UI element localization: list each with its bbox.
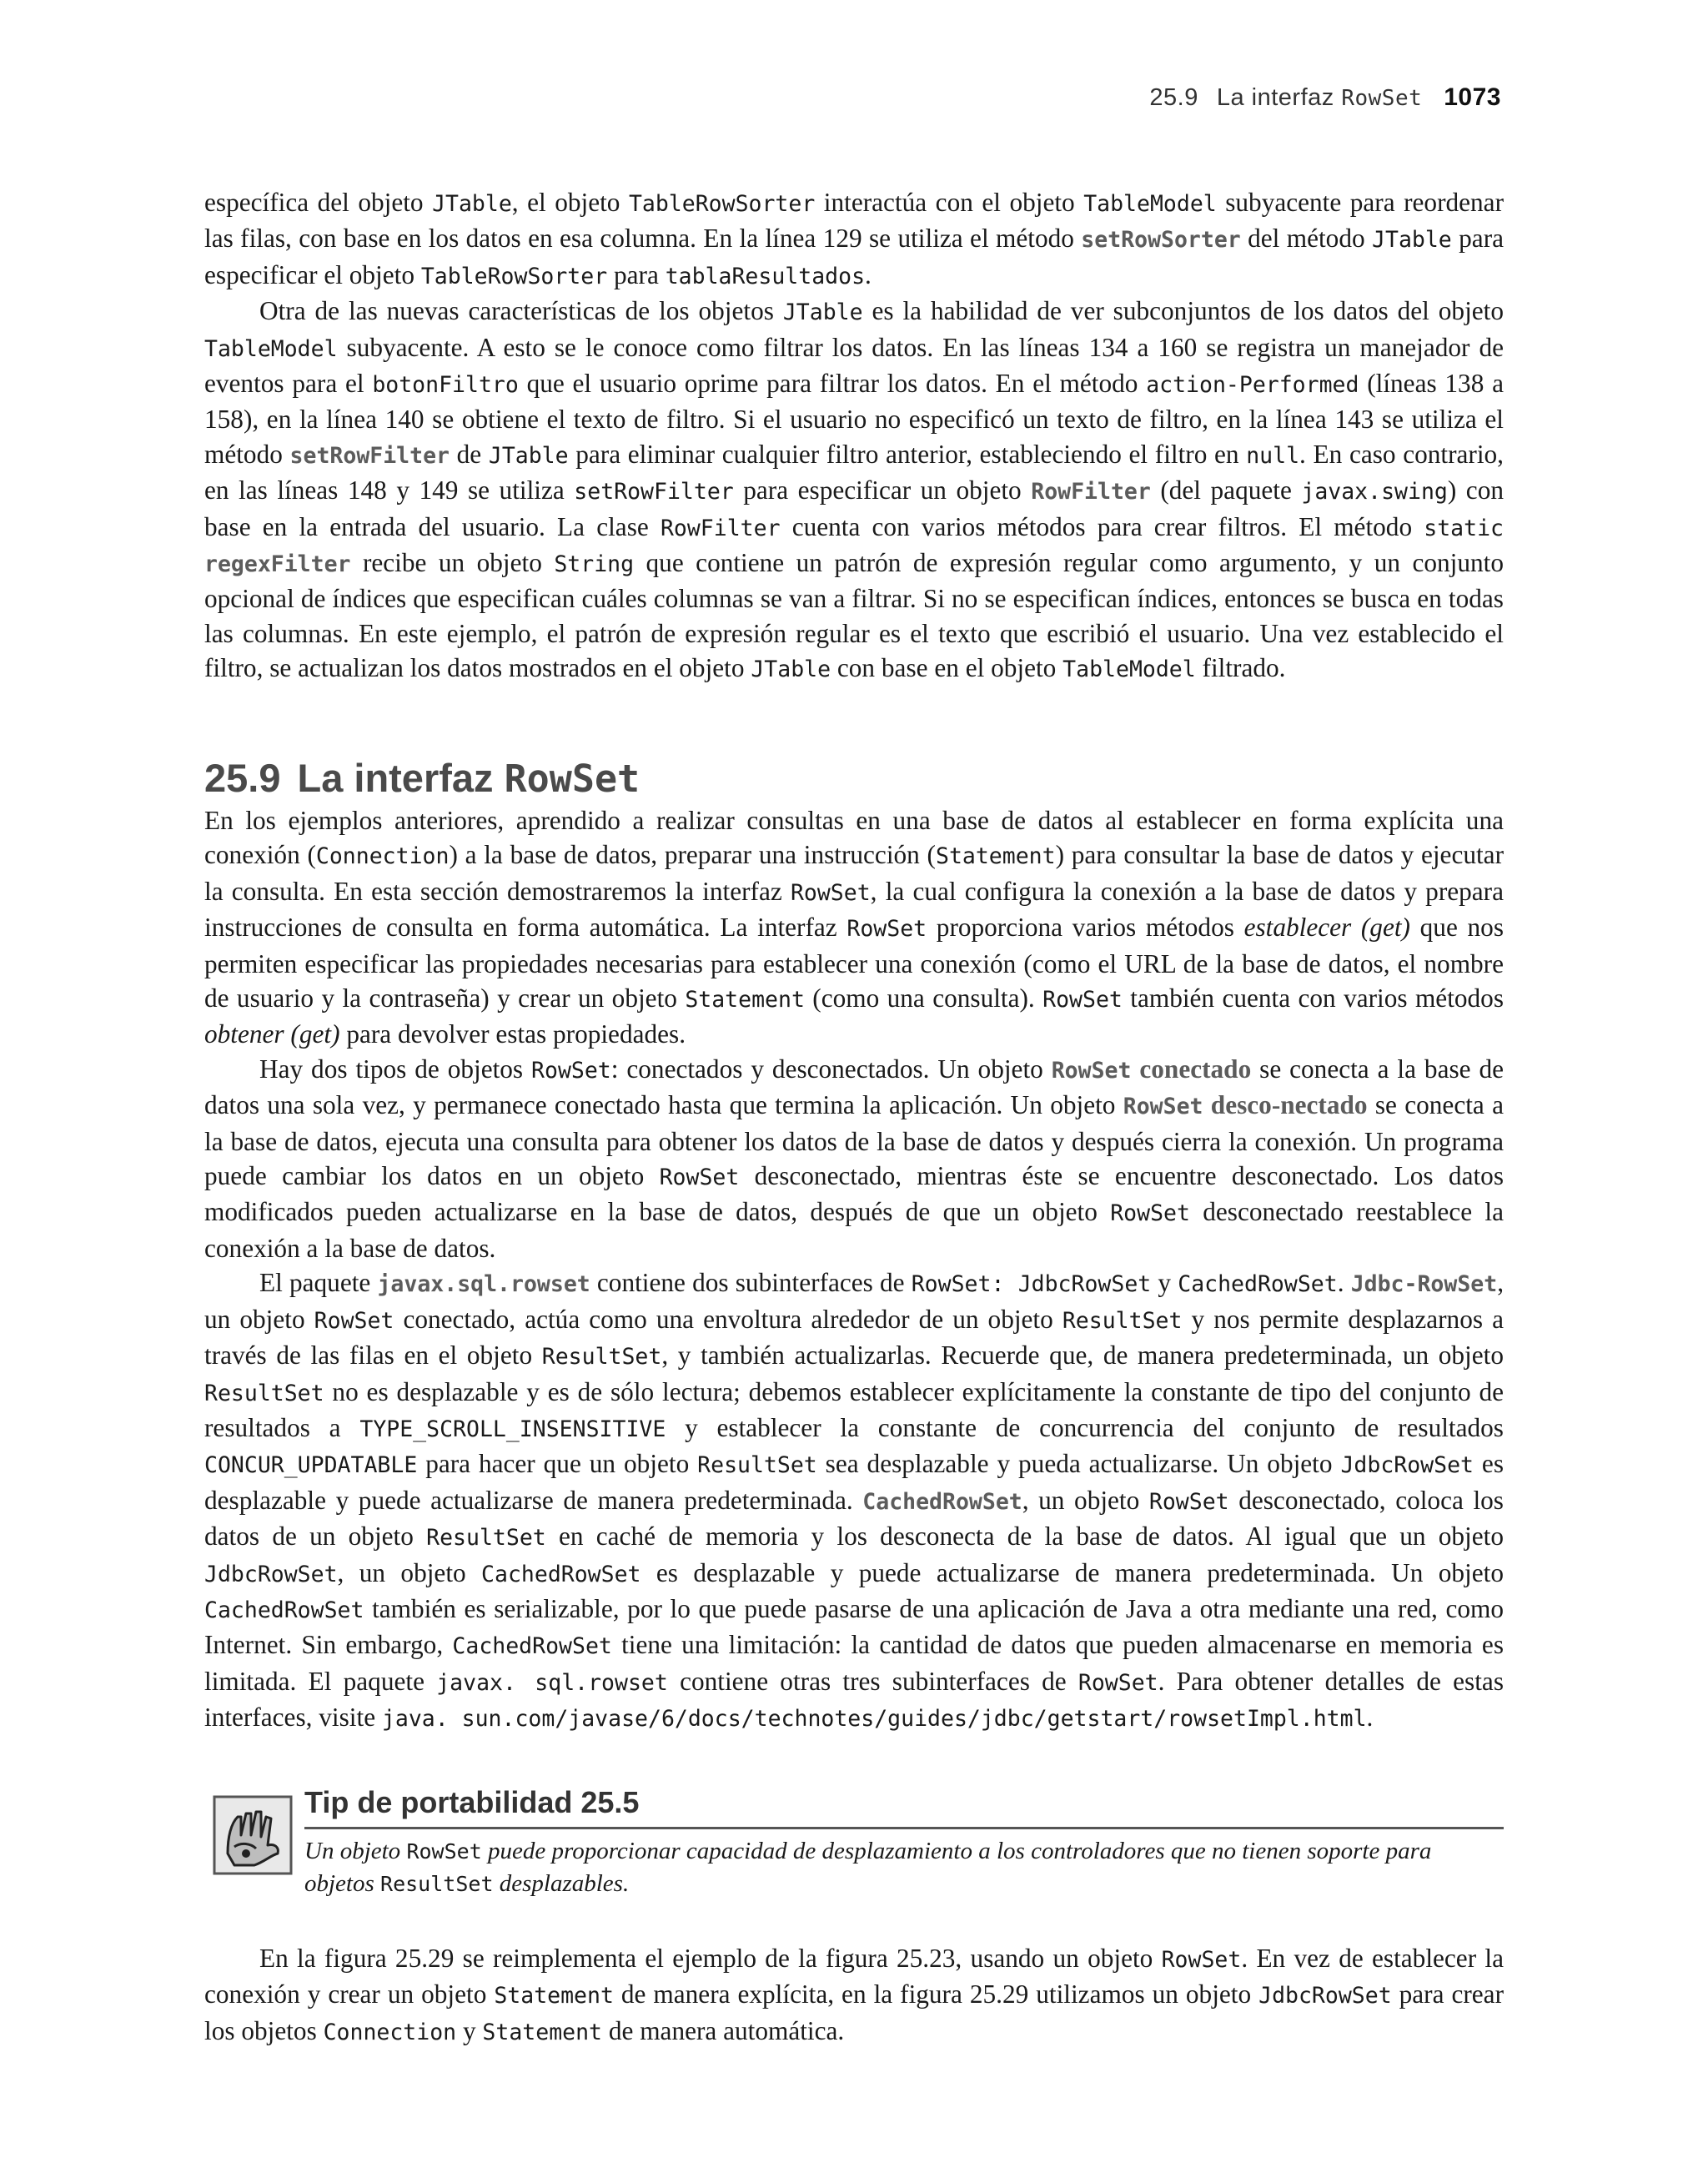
section-heading	[204, 755, 640, 801]
inline-code: RowSet	[314, 1307, 394, 1334]
running-head-title-code: RowSet	[1341, 86, 1423, 111]
section-number: 25.9	[204, 756, 281, 800]
tip-title: Tip de portabilidad 25.5	[304, 1785, 640, 1819]
inline-code: RowSet	[846, 916, 927, 943]
text-block-closing	[204, 1941, 1504, 2050]
inline-code: JTable	[782, 299, 863, 326]
key-term-code: CachedRowSet	[862, 1488, 1022, 1515]
running-head-title: La interfaz	[1216, 84, 1334, 111]
inline-code: String	[554, 551, 635, 578]
text-block-section	[204, 803, 1504, 1737]
inline-code: null	[1246, 442, 1300, 469]
text-block-intro	[204, 185, 1504, 687]
inline-code: RowSet	[1148, 1488, 1229, 1515]
inline-code: action-Performed	[1146, 372, 1359, 399]
inline-code: TableModel	[204, 335, 338, 362]
key-term-code: regexFilter	[204, 551, 351, 578]
inline-code: Statement	[935, 843, 1056, 870]
key-term-code: RowSet	[1123, 1094, 1203, 1120]
inline-code: RowSet	[1110, 1200, 1190, 1227]
inline-code: RowSet	[1042, 987, 1123, 1014]
emphasis: establecer (get)	[1243, 913, 1410, 943]
inline-code: javax. sql.rowset	[436, 1669, 668, 1696]
paragraph: específica del objeto JTable, el objeto TableRowSorter interactúa con el objeto TableModel subyacente para reordenar las filas, con base en los datos en esa columna. En la línea 129 se utiliza el método setRowSorter del método JTable para especificar el objeto TableRowSorter para tablaResultados.	[204, 188, 1505, 289]
paragraph: En la figura 25.29 se reimplementa el ejemplo de la figura 25.23, usando un objeto RowSet. En vez de establecer la conexión y crear un objeto Statement de manera explícita, en la figura 25.29 utilizamos un objeto JdbcRowSet para crear los objetos Connection y Statement de manera automática.	[204, 1944, 1504, 2045]
inline-code: JdbcRowSet	[1340, 1452, 1474, 1479]
inline-code: CachedRowSet	[452, 1633, 612, 1660]
inline-code: static	[1424, 515, 1504, 541]
inline-code: botonFiltro	[372, 372, 519, 399]
inline-code: ResultSet	[697, 1452, 817, 1479]
key-term: conectado	[1131, 1054, 1252, 1084]
page-number: 1073	[1444, 83, 1501, 111]
paragraph: El paquete javax.sql.rowset contiene dos subinterfaces de RowSet: JdbcRowSet y CachedRowSet. Jdbc-RowSet, un objeto RowSet conectado, actúa como una envoltura alrededor de un objeto ResultSet y nos permite desplazarnos a través de las filas en el objeto ResultSet, y también actualizarlas. Recuerde que, de manera predeterminada, un objeto ResultSet no es desplazable y es de sólo lectura; debemos establecer explícitamente la constante de tipo del conjunto de resultados a TYPE_SCROLL_INSENSITIVE y establecer la constante de concurrencia del conjunto de resultados CONCUR_UPDATABLE para hacer que un objeto ResultSet sea desplazable y pueda actualizarse. Un objeto JdbcRowSet es desplazable y puede actualizarse de manera predeterminada. CachedRowSet, un objeto RowSet desconectado, coloca los datos de un objeto ResultSet en caché de memoria y los desconecta de la base de datos. Al igual que un objeto JdbcRowSet, un objeto CachedRowSet es desplazable y puede actualizarse de manera predeterminada. Un objeto CachedRowSet también es serializable, por lo que puede pasarse de una aplicación de Java a otra mediante una red, como Internet. Sin embargo, CachedRowSet tiene una limitación: la cantidad de datos que pueden almacenarse en memoria es limitada. El paquete javax. sql.rowset contiene otras tres subinterfaces de RowSet. Para obtener detalles de estas interfaces, visite java. sun.com/javase/6/docs/technotes/guides/jdbc/getstart/rowsetImpl.html.	[204, 1268, 1505, 1733]
key-term-code: setRowFilter	[289, 442, 450, 469]
inline-code: Statement	[494, 1983, 614, 2009]
section-title-code: RowSet	[504, 757, 640, 801]
inline-code: JdbcRowSet	[1258, 1983, 1392, 2009]
inline-code: Connection	[323, 2019, 457, 2045]
inline-code: CachedRowSet	[1178, 1271, 1338, 1298]
inline-code: RowFilter	[660, 515, 781, 541]
paragraph: En los ejemplos anteriores, aprendido a realizar consultas en una base de datos al establecer en forma explícita una conexión (Connection) a la base de datos, preparar una instrucción (Statement) para consultar la base de datos y ejecutar la consulta. En esta sección demostraremos la interfaz RowSet, la cual configura la conexión a la base de datos y prepara instrucciones de consulta en forma automática. La interfaz RowSet proporciona varios métodos establecer (get) que nos permiten especificar las propiedades necesarias para establecer una conexión (como el URL de la base de datos, el nombre de usuario y la contraseña) y crear un objeto Statement (como una consulta). RowSet también cuenta con varios métodos obtener (get) para devolver estas propiedades.	[204, 806, 1505, 1049]
inline-code: javax.swing	[1301, 479, 1448, 506]
emphasis: obtener (get)	[204, 1019, 340, 1049]
inline-code: RowSet	[406, 1839, 482, 1864]
inline-code: CachedRowSet	[204, 1597, 364, 1623]
inline-code: JTable	[751, 656, 831, 683]
portability-tip-icon	[213, 1795, 293, 1875]
inline-code: RowSet	[1078, 1669, 1158, 1696]
inline-code: RowSet: JdbcRowSet	[911, 1271, 1152, 1298]
inline-code: TableRowSorter	[420, 263, 608, 289]
inline-code: Connection	[315, 843, 450, 870]
inline-code: Statement	[685, 987, 805, 1014]
key-term-code: Jdbc-RowSet	[1350, 1271, 1498, 1298]
inline-code: TableModel	[1083, 191, 1217, 217]
key-term-code: RowSet	[1051, 1057, 1132, 1084]
inline-code: CONCUR_UPDATABLE	[204, 1452, 418, 1479]
paragraph: Hay dos tipos de objetos RowSet: conectados y desconectados. Un objeto RowSet conectado se conecta a la base de datos una sola vez, y permanece conectado hasta que termina la aplicación. Un objeto RowSet desco-nectado se conecta a la base de datos, ejecuta una consulta para obtener los datos de la base de datos y después cierra la conexión. Un programa puede cambiar los datos en un objeto RowSet desconectado, mientras éste se encuentre desconectado. Los datos modificados pueden actualizarse en la base de datos, después de que un objeto RowSet desconectado reestablece la conexión a la base de datos.	[204, 1054, 1505, 1263]
running-head	[1149, 83, 1501, 112]
inline-code: ResultSet	[204, 1380, 324, 1406]
running-head-section-number: 25.9	[1149, 84, 1198, 111]
inline-code: Statement	[482, 2019, 603, 2045]
key-term-code: setRowSorter	[1081, 227, 1241, 254]
inline-code: TableModel	[1062, 656, 1196, 683]
inline-code: JTable	[488, 442, 569, 469]
inline-code: RowSet	[659, 1164, 740, 1191]
inline-code: java. sun.com/javase/6/docs/technotes/guides/jdbc/getstart/rowsetImpl.html	[381, 1706, 1367, 1733]
inline-code: JTable	[1372, 227, 1452, 254]
key-term-code: RowFilter	[1031, 479, 1151, 506]
inline-code: RowSet	[790, 879, 871, 906]
inline-code: setRowFilter	[574, 479, 734, 506]
inline-code: CachedRowSet	[481, 1561, 641, 1587]
inline-code: RowSet	[1161, 1947, 1242, 1973]
inline-code: ResultSet	[1062, 1307, 1183, 1334]
key-term: desco-nectado	[1203, 1090, 1368, 1120]
tip-divider	[304, 1827, 1504, 1829]
inline-code: TYPE_SCROLL_INSENSITIVE	[359, 1416, 666, 1442]
inline-code: JdbcRowSet	[204, 1561, 338, 1587]
tip-text: Un objeto RowSet puede proporcionar capacidad de desplazamiento a los controladores que no tienen soporte para objetos ResultSet desplazables.	[304, 1838, 1432, 1897]
inline-code: TableRowSorter	[628, 191, 816, 217]
inline-code: ResultSet	[380, 1872, 494, 1896]
key-term-code: javax.sql.rowset	[377, 1271, 590, 1298]
section-title: La interfaz	[297, 756, 494, 800]
inline-code: ResultSet	[541, 1344, 662, 1371]
inline-code: RowSet	[531, 1057, 611, 1084]
paragraph: Otra de las nuevas características de los objetos JTable es la habilidad de ver subconjuntos de los datos del objeto TableModel subyacente. A esto se le conoce como filtrar los datos. En las líneas 134 a 160 se registra un manejador de eventos para el botonFiltro que el usuario oprime para filtrar los datos. En el método action-Performed (líneas 138 a 158), en la línea 140 se obtiene el texto de filtro. Si el usuario no especificó un texto de filtro, en la línea 143 se utiliza el método setRowFilter de JTable para eliminar cualquier filtro anterior, estableciendo el filtro en null. En caso contrario, en las líneas 148 y 149 se utiliza setRowFilter para especificar un objeto RowFilter (del paquete javax.swing) con base en la entrada del usuario. La clase RowFilter cuenta con varios métodos para crear filtros. El método static regexFilter recibe un objeto String que contiene un patrón de expresión regular como argumento, y un conjunto opcional de índices que especifican cuáles columnas se van a filtrar. Si no se especifican índices, entonces se busca en todas las columnas. En este ejemplo, el patrón de expresión regular es el texto que escribió el usuario. Una vez establecido el filtro, se actualizan los datos mostrados en el objeto JTable con base en el objeto TableModel filtrado.	[204, 296, 1505, 683]
inline-code: ResultSet	[426, 1525, 546, 1552]
inline-code: JTable	[432, 191, 512, 217]
inline-code: tablaResultados	[665, 263, 866, 289]
